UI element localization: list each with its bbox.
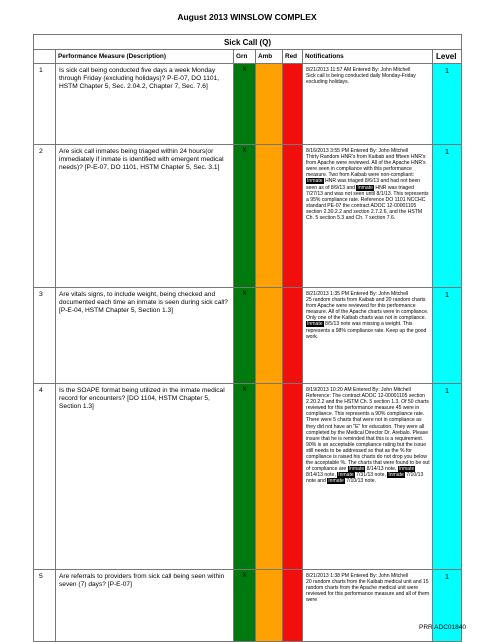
level-value: 1 xyxy=(433,64,462,145)
notification-text: 8/16/2013 3:55 PM Entered By: John Mitchell Thirty Random HNR's from Kaibab and fifteen HNR's from Apache were reviewed. All of the Apache HNR's were seen in compliance with this performance measure. Two from Kaibab were non-compliant: Inmate HNR was triaged 8/6/13 and had not been seen as of 8/9/13 and Inmate HNR was triaged 7/27/13 and was not seen until 8/1/13. This represents a 95% compliance rate. Reference DO 1101 NCCHC standard PE-07 the contract ADOC 12-00001105 section 2.30.2.2 and section 2.7.2.6, and the HSTM Ch. 5 section 5.3 and Ch. 7 section 7.6. xyxy=(303,145,433,288)
notification-text: 8/21/2013 1:35 PM Entered By: John Mitchell 25 random charts from Kaibab and 20 random charts from Apache were reviewed for this performance measure. All of the Apache charts were in compliance. Only one of the Kaibab charts was not in compliance. Inmate 8/5/13 note was missing a weight. This represents a 98% compliance rate. Keep up the good work. xyxy=(303,288,433,384)
green-status: X xyxy=(234,145,256,288)
redaction: Inmate xyxy=(307,178,323,185)
level-value: 1 xyxy=(433,384,462,570)
header-number xyxy=(34,50,56,64)
page-footer: PRR ADC01840 xyxy=(419,624,466,631)
measure-description: Are vitals signs, to include weight, being checked and documented each time an inmate is seen during sick call? [P-E-04, HSTM Chapter 5, Section 1.3] xyxy=(56,288,234,384)
row-number: 1 xyxy=(34,64,56,145)
notification-text: 8/21/2013 11:57 AM Entered By: John Mitchell Sick call is being conducted daily Monday-Friday excluding holidays. xyxy=(303,64,433,145)
red-status xyxy=(283,145,303,288)
redaction: Inmate xyxy=(388,472,404,479)
measure-description: Are referrals to providers from sick call being seen within seven (7) days? [P-E-07] xyxy=(56,570,234,642)
header-amb: Amb xyxy=(256,50,283,64)
header-grn: Grn xyxy=(234,50,256,64)
red-status xyxy=(283,64,303,145)
amber-status xyxy=(256,384,283,570)
sick-call-table xyxy=(33,34,462,642)
header-red: Red xyxy=(283,50,303,64)
table-row xyxy=(34,570,462,642)
report-title: August 2013 WINSLOW COMPLEX xyxy=(177,12,317,22)
notification-text: 8/19/2013 10:20 AM Entered By: John Mitchell Reference: The contract ADOC 12-00001105 section 2.20.2.2 and the HSTM Ch. 5 section 1.3. Of 50 charts reviewed for this performance measure 45 were in compliance. This represents a 90% compliance rate. There were 5 charts that were not in compliance as they did not have an "E" for education. They were all completed by the Medical Director Dr. Arebalo. Please insure that he is reminded that this is a requirement. 90% is an acceptable compliance rating but the issue still needs to be addressed so that as the % for compliance is raised his charts do not drop you below the acceptable %. The charts that were found to be out of compliance are Inmate 8/14/13 note, Inmate 8/14/13 note, Inmate 7/31/13 note, Inmate 7/10/13 note and Inmate 7/10/13 note. xyxy=(303,384,433,570)
green-status: X xyxy=(234,64,256,145)
redaction: Inmate xyxy=(348,466,365,473)
header-level: Level xyxy=(433,50,462,64)
measure-description: Are sick call inmates being triaged within 24 hours(or immediately if inmate is identified with emergent medical needs)? [P-E-07, DO 1101, HSTM Chapter 5, Sec. 3.1] xyxy=(56,145,234,288)
green-status: X xyxy=(234,288,256,384)
level-value: 1 xyxy=(433,288,462,384)
redaction: Inmate xyxy=(307,321,323,328)
table-row xyxy=(34,288,462,384)
table-row xyxy=(34,145,462,288)
red-status xyxy=(283,570,303,642)
amber-status xyxy=(256,64,283,145)
row-number: 3 xyxy=(34,288,56,384)
redaction: Inmate xyxy=(338,472,354,479)
row-number: 2 xyxy=(34,145,56,288)
redaction: Inmate xyxy=(328,478,344,485)
green-status: X xyxy=(234,570,256,642)
row-number: 5 xyxy=(34,570,56,642)
redaction: Inmate xyxy=(398,466,415,473)
header-notifications: Notifications xyxy=(303,50,433,64)
section-header: Sick Call (Q) xyxy=(34,35,462,50)
level-value: 1 xyxy=(433,145,462,288)
amber-status xyxy=(256,570,283,642)
header-measure: Performance Measure (Description) xyxy=(56,50,234,64)
table-row xyxy=(34,384,462,570)
green-status: X xyxy=(234,384,256,570)
measure-description: Is sick call being conducted five days a week Monday through Friday (excluding holidays)? P-E-07, DO 1101, HSTM Chapter 5, Sec. 2.04.2, Chapter 7, Sec. 7.6] xyxy=(56,64,234,145)
redaction: Inmate xyxy=(357,184,373,191)
table-row xyxy=(34,64,462,145)
red-status xyxy=(283,288,303,384)
notification-text: 8/21/2013 1:38 PM Entered By: John Mitchell 20 random charts from the Kaibab medical unit and 15 random charts from the Apache medical unit were reviewed for this performance measure and all of them were xyxy=(303,570,433,642)
measure-description: Is the SOAPE format being utilized in the inmate medical record for encounters? [DO 1104, HSTM Chapter 5, Section 1.3] xyxy=(56,384,234,570)
level-value: 1 xyxy=(433,570,462,642)
amber-status xyxy=(256,288,283,384)
red-status xyxy=(283,384,303,570)
row-number: 4 xyxy=(34,384,56,570)
amber-status xyxy=(256,145,283,288)
